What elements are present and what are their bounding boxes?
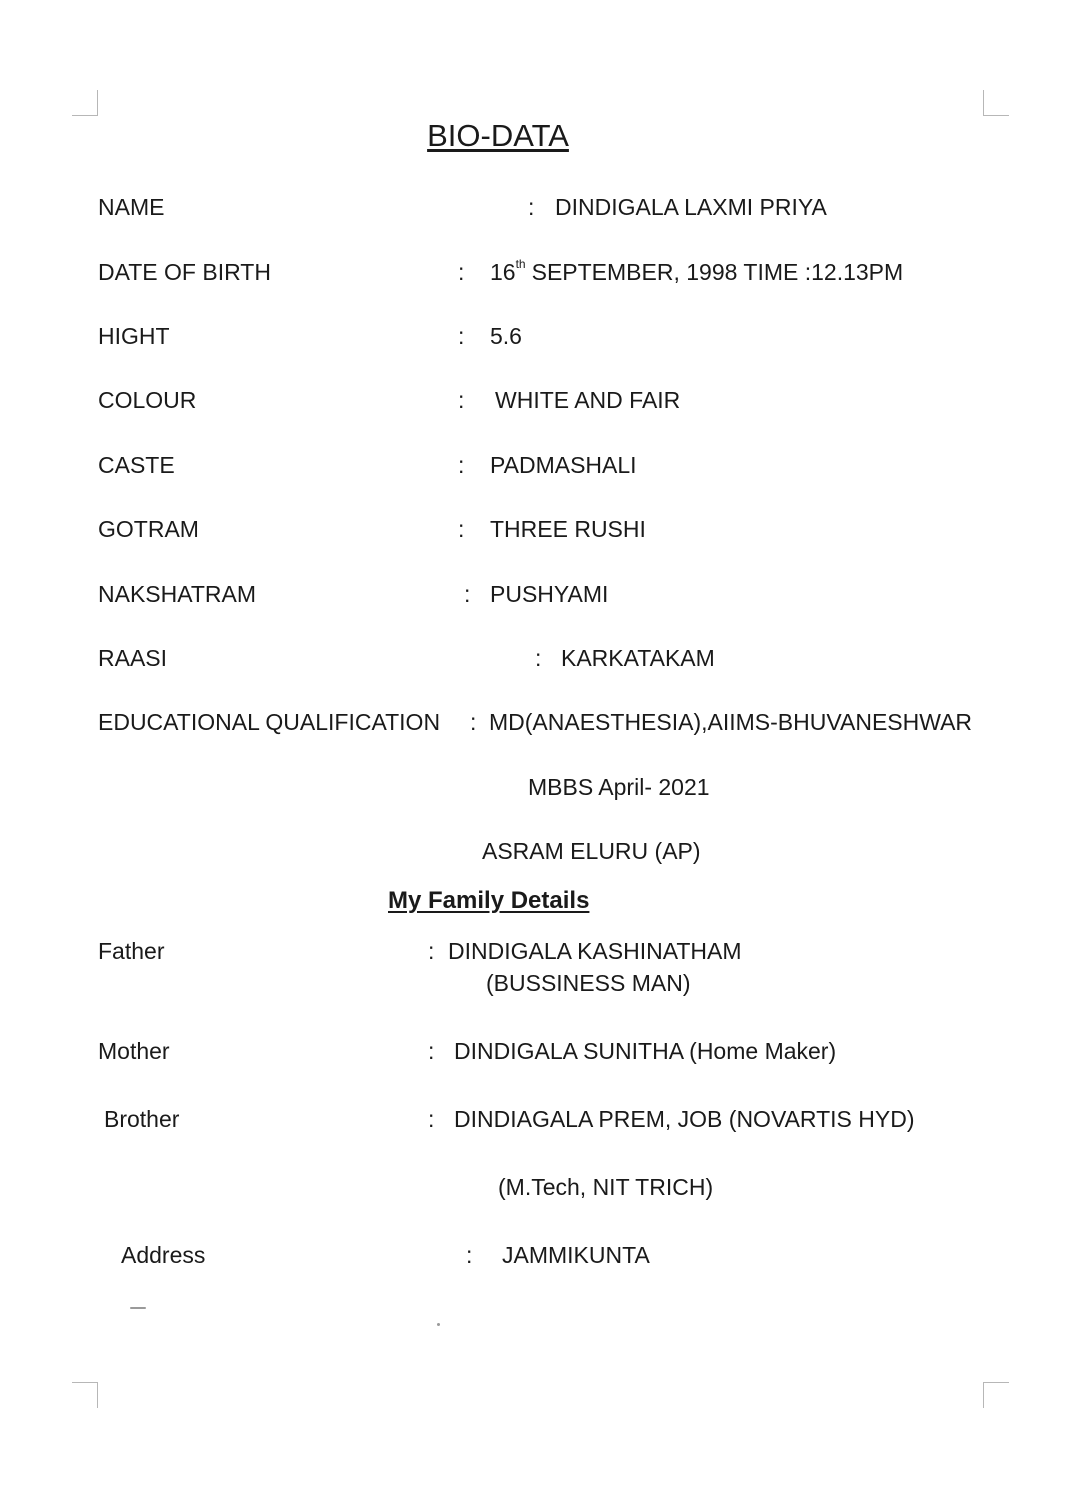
- father-value: DINDIGALA KASHINATHAM: [448, 938, 742, 964]
- mother-label: Mother: [98, 1038, 170, 1064]
- mother-separator: :: [428, 1038, 435, 1064]
- name-value: DINDIGALA LAXMI PRIYA: [555, 194, 827, 220]
- education-line-2: MBBS April- 2021: [528, 774, 710, 800]
- caste-label: CASTE: [98, 452, 175, 478]
- gotram-separator: :: [458, 516, 465, 542]
- father-line-2: (BUSSINESS MAN): [486, 970, 691, 996]
- gotram-value: THREE RUSHI: [490, 516, 646, 542]
- crop-mark-bottom-left: [72, 1382, 98, 1408]
- crop-mark-bottom-right: [983, 1382, 1009, 1408]
- raasi-separator: :: [535, 645, 542, 671]
- colour-value: WHITE AND FAIR: [495, 387, 681, 413]
- colour-separator: :: [458, 387, 465, 413]
- family-heading: My Family Details: [388, 887, 590, 914]
- name-label: NAME: [98, 194, 165, 220]
- dob-separator: :: [458, 259, 465, 285]
- address-value: JAMMIKUNTA: [502, 1242, 650, 1268]
- dob-day: 16: [490, 259, 516, 285]
- crop-mark-top-left: [72, 90, 98, 116]
- address-label: Address: [121, 1242, 206, 1268]
- gotram-label: GOTRAM: [98, 516, 199, 542]
- brother-label: Brother: [104, 1106, 180, 1132]
- address-separator: :: [466, 1242, 473, 1268]
- dob-label: DATE OF BIRTH: [98, 259, 271, 285]
- document-title: BIO-DATA: [427, 118, 569, 153]
- father-separator: :: [428, 938, 435, 964]
- dob-day-suffix: th: [515, 257, 526, 271]
- dob-value-line: [490, 257, 904, 285]
- brother-separator: :: [428, 1106, 435, 1132]
- name-separator: :: [528, 194, 535, 220]
- nakshatram-separator: :: [464, 581, 471, 607]
- nakshatram-label: NAKSHATRAM: [98, 581, 257, 607]
- nakshatram-value: PUSHYAMI: [490, 581, 609, 607]
- height-value: 5.6: [490, 323, 522, 349]
- mother-value: DINDIGALA SUNITHA (Home Maker): [454, 1038, 837, 1064]
- height-label: HIGHT: [98, 323, 170, 349]
- education-separator: :: [470, 709, 477, 735]
- dob-value: SEPTEMBER, 1998 TIME :12.13PM: [531, 259, 904, 285]
- brother-value: DINDIAGALA PREM, JOB (NOVARTIS HYD): [454, 1106, 915, 1132]
- raasi-value: KARKATAKAM: [561, 645, 715, 671]
- caste-separator: :: [458, 452, 465, 478]
- education-line-3: ASRAM ELURU (AP): [482, 838, 701, 864]
- education-label: EDUCATIONAL QUALIFICATION: [98, 709, 441, 735]
- height-separator: :: [458, 323, 465, 349]
- raasi-label: RAASI: [98, 645, 168, 671]
- brother-line-2: (M.Tech, NIT TRICH): [498, 1174, 714, 1200]
- crop-mark-top-right: [983, 90, 1009, 116]
- father-label: Father: [98, 938, 165, 964]
- education-value: MD(ANAESTHESIA),AIIMS-BHUVANESHWAR: [489, 709, 973, 735]
- scan-speck-2: [437, 1323, 440, 1326]
- colour-label: COLOUR: [98, 387, 197, 413]
- scan-speck-1: [130, 1307, 146, 1309]
- caste-value: PADMASHALI: [490, 452, 637, 478]
